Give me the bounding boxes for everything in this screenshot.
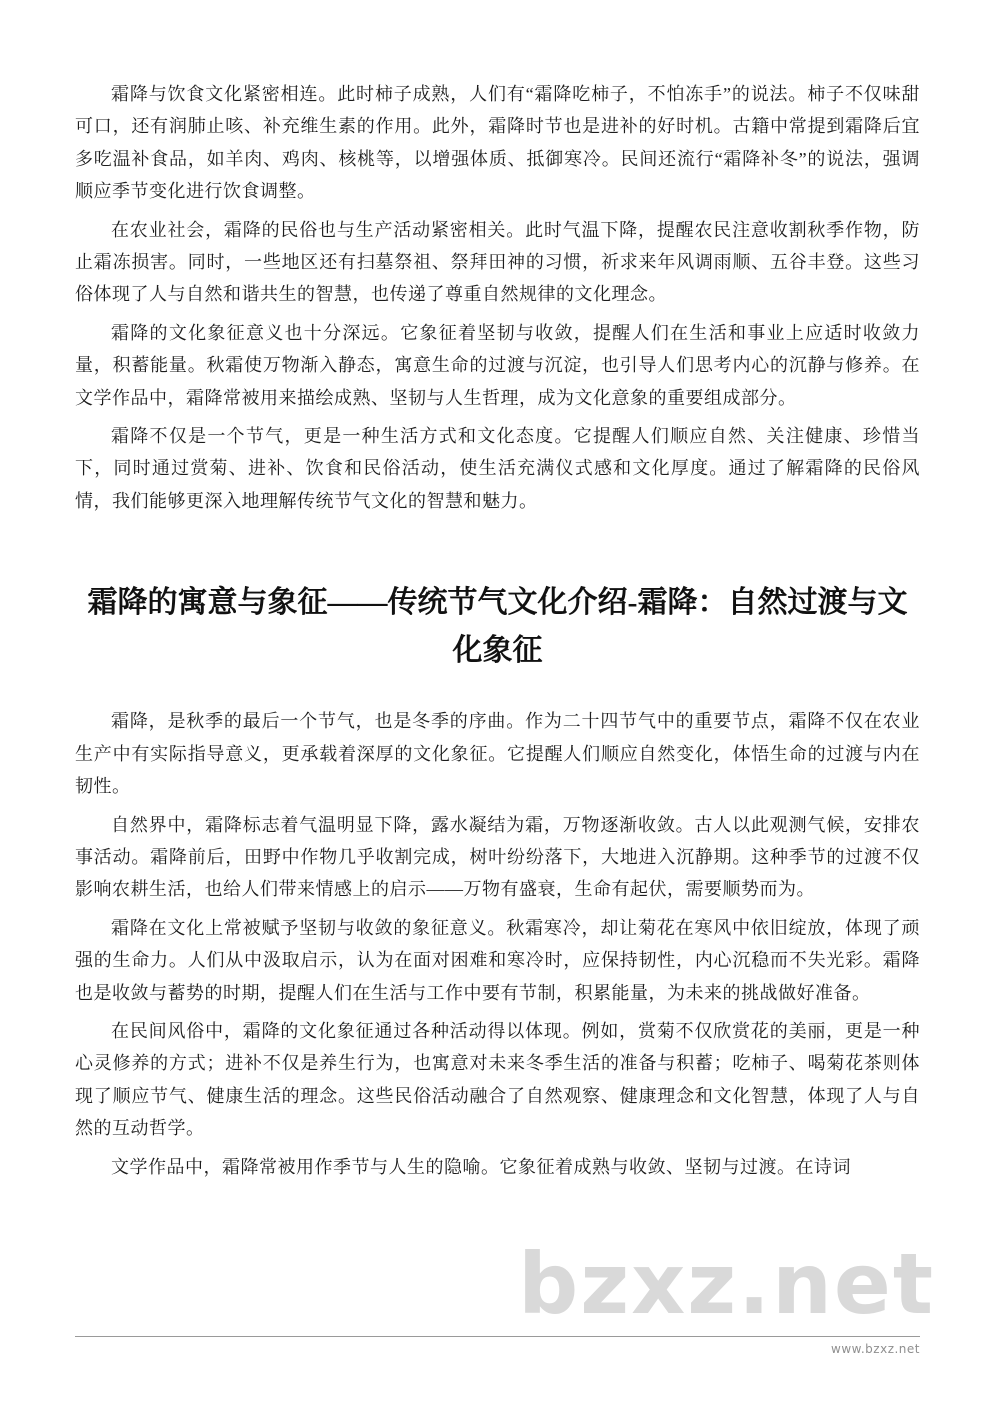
paragraph: 霜降，是秋季的最后一个节气，也是冬季的序曲。作为二十四节气中的重要节点，霜降不仅在农业生产中有实际指导意义，更承载着深厚的文化象征。它提醒人们顺应自然变化，体悟生命的过渡与内在韧性。 [75, 711, 920, 797]
paragraph: 霜降在文化上常被赋予坚韧与收敛的象征意义。秋霜寒冷，却让菊花在寒风中依旧绽放，体现了顽强的生命力。人们从中汲取启示，认为在面对困难和寒冷时，应保持韧性，内心沉稳而不失光彩。霜降也是收敛与蓄势的时期，提醒人们在生活与工作中要有节制，积累能量，为未来的挑战做好准备。 [75, 917, 920, 1003]
paragraph: 霜降的文化象征意义也十分深远。它象征着坚韧与收敛，提醒人们在生活和事业上应适时收敛力量，积蓄能量。秋霜使万物渐入静态，寓意生命的过渡与沉淀，也引导人们思考内心的沉静与修养。在文学作品中，霜降常被用来描绘成熟、坚韧与人生哲理，成为文化意象的重要组成部分。 [75, 322, 920, 408]
paragraph: 霜降与饮食文化紧密相连。此时柿子成熟，人们有“霜降吃柿子，不怕冻手”的说法。柿子不仅味甜可口，还有润肺止咳、补充维生素的作用。此外，霜降时节也是进补的好时机。古籍中常提到霜降后宜多吃温补食品，如羊肉、鸡肉、核桃等，以增强体质、抵御寒冷。民间还流行“霜降补冬”的说法，强调顺应季节变化进行饮食调整。 [75, 84, 920, 202]
page-footer [75, 1336, 920, 1356]
article-title: 霜降的寓意与象征——传统节气文化介绍-霜降：自然过渡与文化象征 [87, 586, 908, 668]
paragraph: 文学作品中，霜降常被用作季节与人生的隐喻。它象征着成熟与收敛、坚韧与过渡。在诗词 [111, 1156, 851, 1177]
paragraph: 自然界中，霜降标志着气温明显下降，露水凝结为霜，万物逐渐收敛。古人以此观测气候，安排农事活动。霜降前后，田野中作物几乎收割完成，树叶纷纷落下，大地进入沉静期。这种季节的过渡不仅影响农耕生活，也给人们带来情感上的启示——万物有盛衰，生命有起伏，需要顺势而为。 [75, 814, 920, 900]
document-content [75, 78, 920, 1189]
paragraph: 霜降不仅是一个节气，更是一种生活方式和文化态度。它提醒人们顺应自然、关注健康、珍惜当下，同时通过赏菊、进补、饮食和民俗活动，使生活充满仪式感和文化厚度。通过了解霜降的民俗风情，我们能够更深入地理解传统节气文化的智慧和魅力。 [75, 426, 920, 511]
footer-divider [75, 1336, 920, 1337]
footer-url: www.bzxz.net [831, 1342, 920, 1356]
watermark: bzxz.net [518, 1235, 935, 1333]
paragraph: 在民间风俗中，霜降的文化象征通过各种活动得以体现。例如，赏菊不仅欣赏花的美丽，更是一种心灵修养的方式；进补不仅是养生行为，也寓意对未来冬季生活的准备与积蓄；吃柿子、喝菊花茶则体现了顺应节气、健康生活的理念。这些民俗活动融合了自然观察、健康理念和文化智慧，体现了人与自然的互动哲学。 [75, 1020, 920, 1139]
paragraph: 在农业社会，霜降的民俗也与生产活动紧密相关。此时气温下降，提醒农民注意收割秋季作物，防止霜冻损害。同时，一些地区还有扫墓祭祖、祭拜田神的习惯，祈求来年风调雨顺、五谷丰登。这些习俗体现了人与自然和谐共生的智慧，也传递了尊重自然规律的文化理念。 [75, 219, 920, 305]
